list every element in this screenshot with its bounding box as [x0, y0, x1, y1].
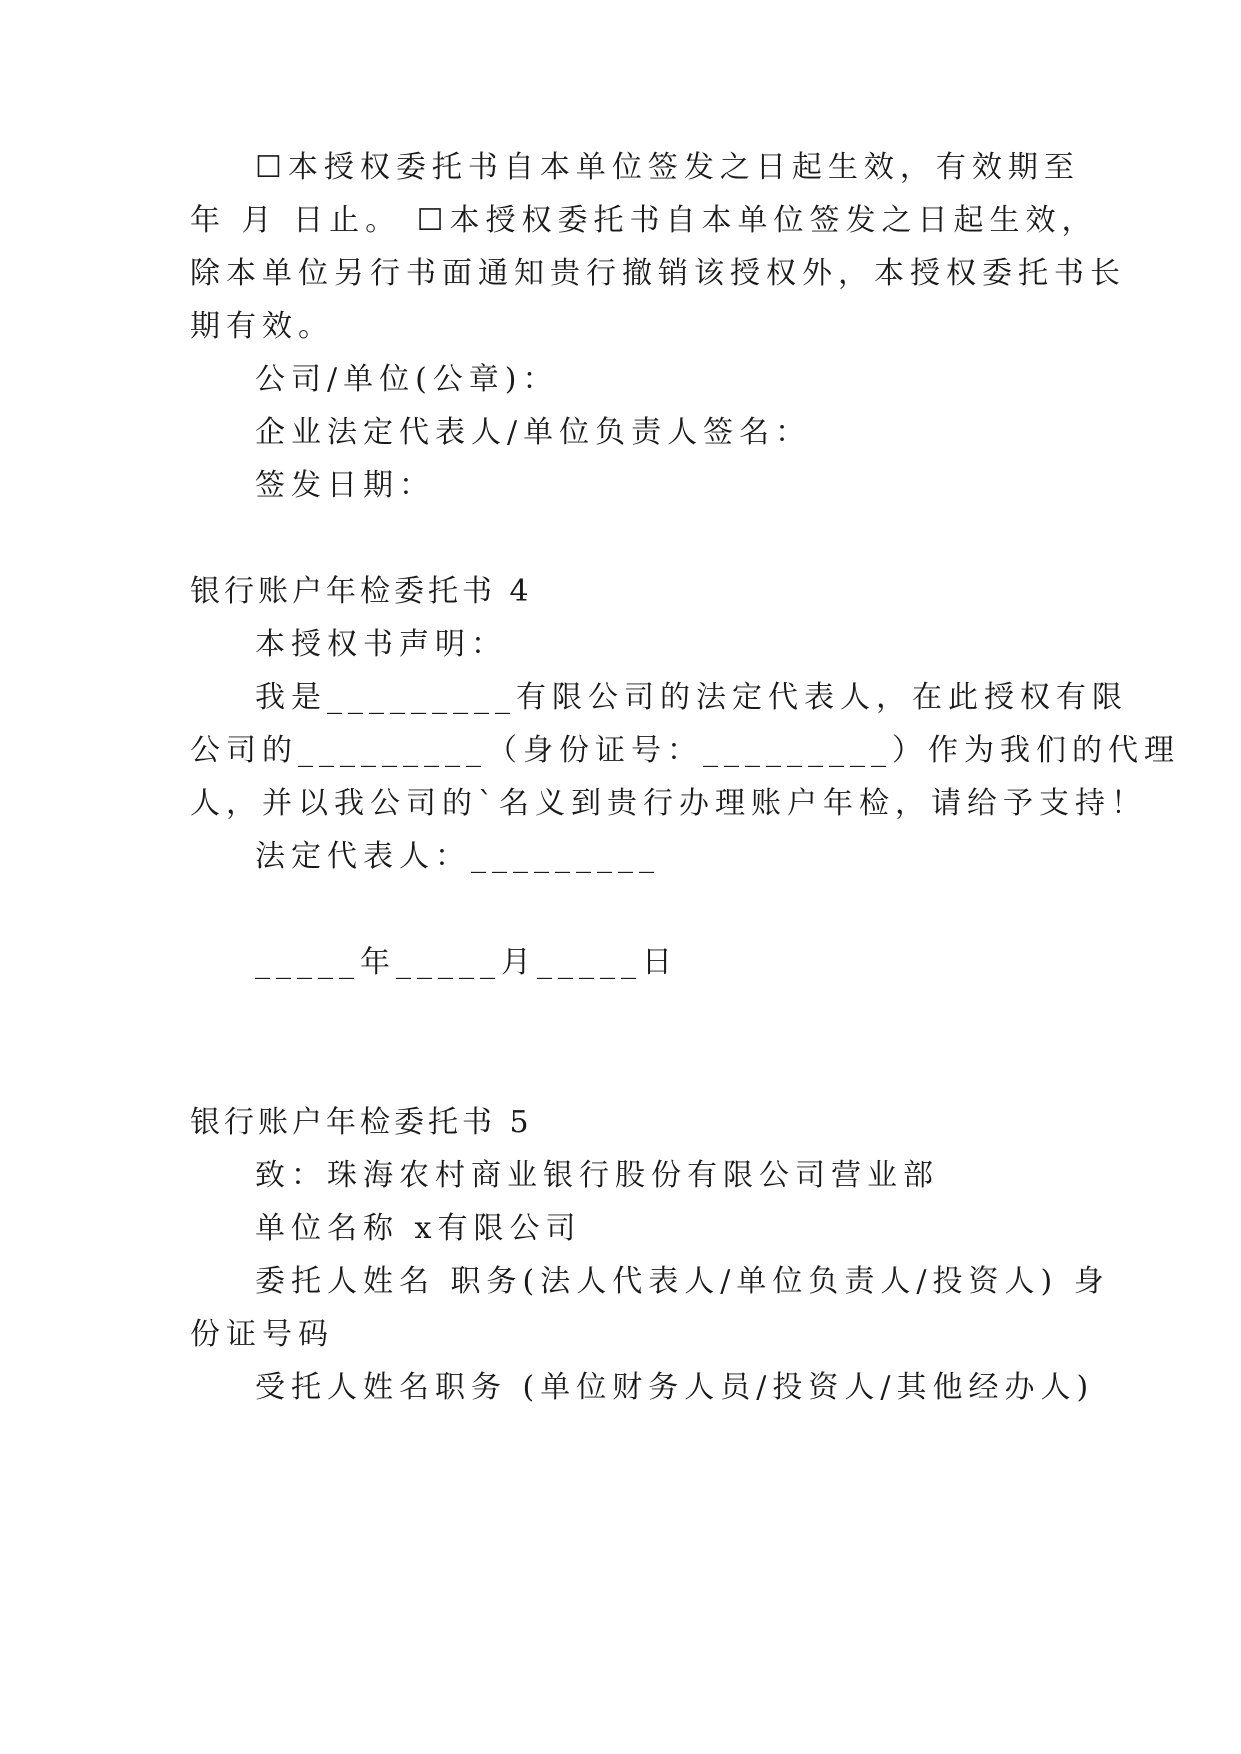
- principal-line-2: 份证号码: [190, 1317, 334, 1352]
- authorization-body-line-2: 公司的_________（身份证号：_________）作为我们的代理: [190, 733, 1180, 768]
- section-5-title: 银行账户年检委托书 5: [190, 1105, 533, 1140]
- validity-clause-line-2: 年 月 日止。 ☐本授权委托书自本单位签发之日起生效，: [190, 203, 1098, 238]
- issue-date-label: 签发日期：: [255, 468, 435, 503]
- agent-line: 受托人姓名职务 (单位财务人员/投资人/其他经办人): [255, 1370, 1095, 1405]
- principal-line-1: 委托人姓名 职务(法人代表人/单位负责人/投资人) 身: [255, 1264, 1110, 1299]
- validity-clause-line-1: ☐本授权委托书自本单位签发之日起生效，有效期至: [255, 150, 1080, 185]
- authorization-body-line-1: 我是_________有限公司的法定代表人，在此授权有限: [255, 680, 1128, 715]
- authorization-body-line-3: 人，并以我公司的`名义到贵行办理账户年检，请给予支持！: [190, 786, 1147, 821]
- authorization-statement-label: 本授权书声明：: [255, 627, 507, 662]
- unit-name-line: 单位名称 x有限公司: [255, 1211, 582, 1246]
- validity-clause-line-4: 期有效。: [190, 309, 334, 344]
- recipient-line: 致：珠海农村商业银行股份有限公司营业部: [255, 1158, 939, 1193]
- date-line: _____年_____月_____日: [255, 945, 678, 980]
- validity-clause-line-3: 除本单位另行书面通知贵行撤销该授权外，本授权委托书长: [190, 256, 1126, 291]
- section-4-title: 银行账户年检委托书 4: [190, 574, 533, 609]
- legal-rep-signature-label: 企业法定代表人/单位负责人签名：: [255, 415, 812, 450]
- legal-rep-line: 法定代表人：_________: [255, 839, 660, 874]
- company-seal-label: 公司/单位(公章)：: [255, 362, 559, 397]
